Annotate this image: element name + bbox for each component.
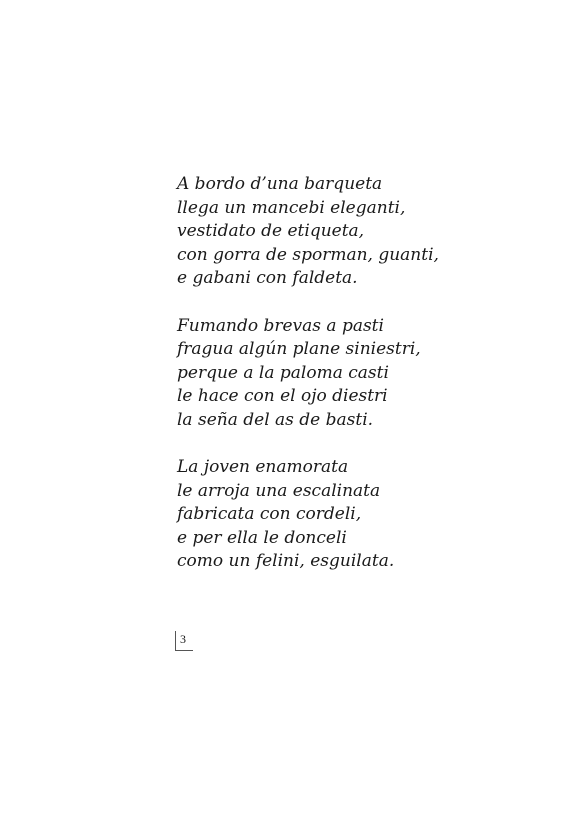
poem-line: con gorra de sporman, guanti, — [177, 244, 439, 265]
page-number: 3 — [180, 632, 186, 646]
poem-line: fabricata con cordeli, — [177, 504, 362, 524]
poem-stanza-3 — [177, 456, 557, 574]
folio-vertical-rule — [175, 631, 176, 651]
poem-line: e gabani con faldeta. — [177, 268, 358, 288]
poem-line: le arroja una escalinata — [177, 480, 381, 501]
poem-line: llega un mancebi eleganti, — [177, 197, 406, 218]
poem-line: la seña del as de basti. — [177, 409, 374, 430]
poem-line: fragua algún plane siniestri, — [177, 339, 421, 359]
folio-horizontal-rule — [175, 650, 193, 651]
poem-line: A bordo d’una barqueta — [177, 174, 383, 194]
poem — [177, 173, 557, 574]
poem-line: Fumando brevas a pasti — [177, 315, 384, 336]
poem-stanza-2 — [177, 315, 557, 433]
poem-line: e per ella le donceli — [177, 527, 347, 548]
poem-line: vestidato de etiqueta, — [177, 221, 365, 241]
poem-stanza-1 — [177, 173, 557, 291]
poem-line: le hace con el ojo diestri — [177, 386, 388, 406]
page-number-mark — [175, 631, 193, 651]
poem-line: La joven enamorata — [177, 457, 349, 477]
poem-line: como un felini, esguilata. — [177, 551, 395, 571]
poem-line: perque a la paloma casti — [177, 362, 389, 383]
